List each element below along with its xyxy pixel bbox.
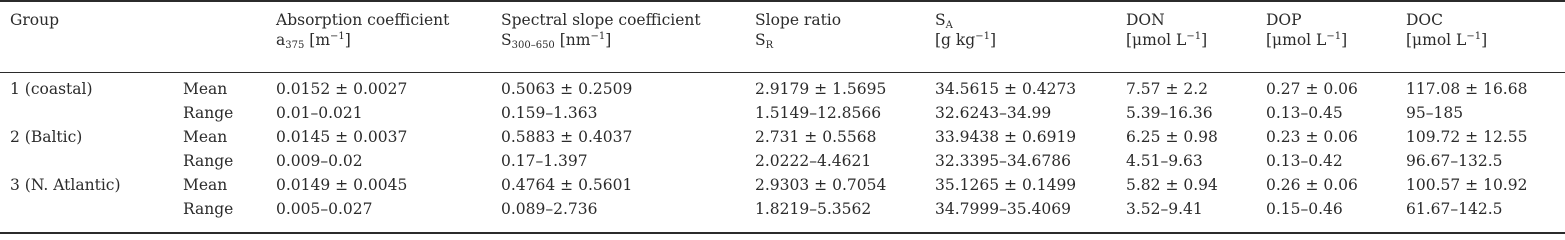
cell-s300: 0.17–1.397 (501, 152, 588, 170)
cell-group: 3 (N. Atlantic) (10, 176, 121, 194)
header-sa: $S_A$ [g $kg^{-1}$] (935, 11, 997, 49)
cell-sr: 2.0222–4.4621 (755, 152, 872, 170)
cell-stat: Mean (183, 80, 228, 98)
cell-a375: 0.009–0.02 (276, 152, 363, 170)
header-doc: DOC [μmol $L^{-1}$] (1406, 11, 1488, 49)
cell-don: 5.39–16.36 (1126, 104, 1213, 122)
cell-s300: 0.4764 ± 0.5601 (501, 176, 633, 194)
cell-don: 7.57 ± 2.2 (1126, 80, 1209, 98)
top-rule (0, 0, 1565, 2)
header-dop: DOP [μmol $L^{-1}$] (1266, 11, 1348, 49)
cell-a375: 0.0152 ± 0.0027 (276, 80, 408, 98)
cell-group: 1 (coastal) (10, 80, 93, 98)
cell-don: 6.25 ± 0.98 (1126, 128, 1218, 146)
cell-sa: 35.1265 ± 0.1499 (935, 176, 1077, 194)
cell-dop: 0.13–0.42 (1266, 152, 1343, 170)
cell-doc: 100.57 ± 10.92 (1406, 176, 1528, 194)
cell-stat: Mean (183, 128, 228, 146)
cell-sa: 34.7999–35.4069 (935, 200, 1071, 218)
cell-a375: 0.005–0.027 (276, 200, 373, 218)
cell-sa: 34.5615 ± 0.4273 (935, 80, 1077, 98)
cell-don: 3.52–9.41 (1126, 200, 1203, 218)
cell-doc: 61.67–142.5 (1406, 200, 1503, 218)
cell-a375: 0.01–0.021 (276, 104, 363, 122)
cell-sr: 1.8219–5.3562 (755, 200, 872, 218)
cell-don: 4.51–9.63 (1126, 152, 1203, 170)
cell-a375: 0.0149 ± 0.0045 (276, 176, 408, 194)
cell-sa: 33.9438 ± 0.6919 (935, 128, 1077, 146)
cell-group: 2 (Baltic) (10, 128, 83, 146)
cell-sr: 2.9179 ± 1.5695 (755, 80, 887, 98)
cell-stat: Range (183, 152, 234, 170)
bottom-rule (0, 232, 1565, 234)
cell-sr: 2.9303 ± 0.7054 (755, 176, 887, 194)
cell-s300: 0.5063 ± 0.2509 (501, 80, 633, 98)
cell-doc: 117.08 ± 16.68 (1406, 80, 1528, 98)
cell-dop: 0.15–0.46 (1266, 200, 1343, 218)
cell-doc: 96.67–132.5 (1406, 152, 1503, 170)
header-absorption: Absorption coefficient $a_{375}$ $[m^{-1}]$ (276, 11, 450, 51)
cell-sr: 1.5149–12.8566 (755, 104, 882, 122)
cell-sa: 32.3395–34.6786 (935, 152, 1071, 170)
cell-dop: 0.27 ± 0.06 (1266, 80, 1358, 98)
header-group: Group (10, 11, 60, 29)
cell-dop: 0.13–0.45 (1266, 104, 1343, 122)
header-don: DON [μmol $L^{-1}$] (1126, 11, 1208, 49)
cell-don: 5.82 ± 0.94 (1126, 176, 1218, 194)
cell-s300: 0.5883 ± 0.4037 (501, 128, 633, 146)
cell-stat: Range (183, 200, 234, 218)
header-slope-coefficient: Spectral slope coefficient $S_{300-650}$ $[nm^{-1}]$ (501, 11, 701, 51)
cell-stat: Range (183, 104, 234, 122)
header-slope-ratio: Slope ratio $S_R$ (755, 11, 842, 51)
cell-dop: 0.23 ± 0.06 (1266, 128, 1358, 146)
cell-doc: 95–185 (1406, 104, 1464, 122)
cell-doc: 109.72 ± 12.55 (1406, 128, 1528, 146)
cell-dop: 0.26 ± 0.06 (1266, 176, 1358, 194)
cell-a375: 0.0145 ± 0.0037 (276, 128, 408, 146)
cell-sa: 32.6243–34.99 (935, 104, 1052, 122)
cell-sr: 2.731 ± 0.5568 (755, 128, 877, 146)
header-rule (0, 72, 1565, 73)
cell-stat: Mean (183, 176, 228, 194)
cell-s300: 0.089–2.736 (501, 200, 598, 218)
cell-s300: 0.159–1.363 (501, 104, 598, 122)
